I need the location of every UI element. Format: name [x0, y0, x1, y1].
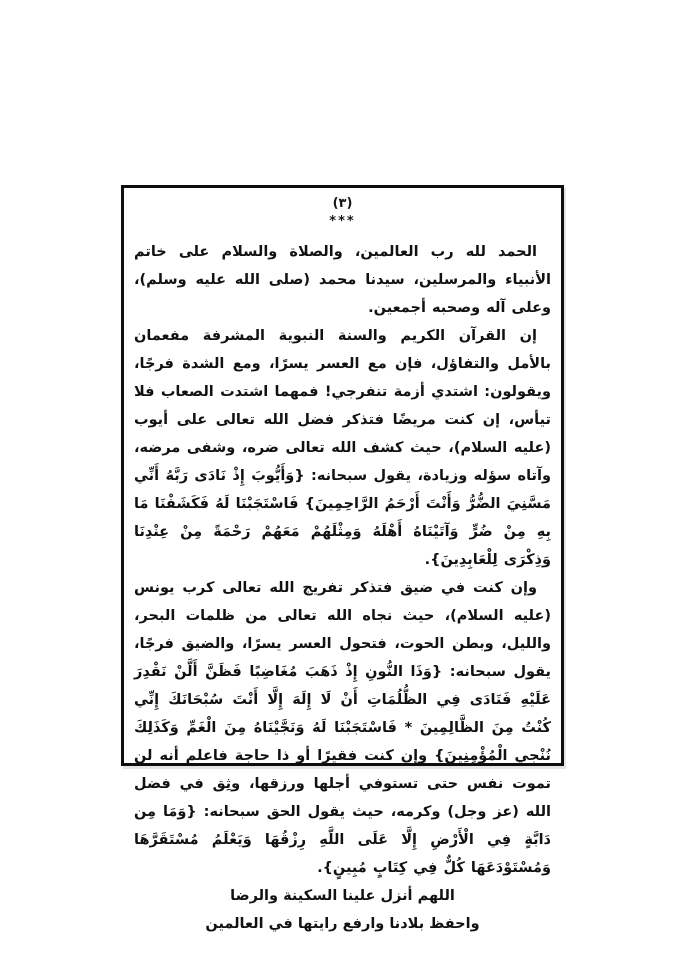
separator-stars: *** — [329, 214, 356, 229]
dua-line-bilad: واحفظ بلادنا وارفع رايتها في العالمين — [205, 916, 480, 932]
dua-line-sakina: اللهم أنزل علينا السكينة والرضا — [230, 888, 455, 904]
paragraph-quran-hope-ayyub: إن القرآن الكريم والسنة النبوية المشرفة مفعمان بالأمل والتفاؤل، فإن مع العسر يسرًا، ومع الشدة فرجًا، ويقولون: اشتدي أزمة تنفرجي! فمهما اشتدت الصعاب فلا تيأس، إن كنت مريضًا فتذكر فضل الله تعالى على أيوب (عليه السلام)، حيث كشف الله تعالى ضره، وشفى مرضه، وآتاه سؤله وزيادة، يقول سبحانه: {وَأَيُّوبَ إِذْ نَادَى رَبَّهُ أَنِّي مَسَّنِيَ الضُّرُّ وَأَنْتَ أَرْحَمُ الرَّاحِمِينَ} فَاسْتَجَبْنَا لَهُ فَكَشَفْنَا مَا بِهِ مِنْ ضُرٍّ وَآتَيْنَاهُ أَهْلَهُ وَمِثْلَهُمْ مَعَهُمْ رَحْمَةً مِنْ عِنْدِنَا وَذِكْرَى لِلْعَابِدِينَ}. — [134, 328, 551, 568]
page-number: (٣) — [332, 196, 353, 211]
page-frame — [121, 185, 564, 932]
paragraph-opening-hamd: الحمد لله رب العالمين، والصلاة والسلام على خاتم الأنبياء والمرسلين، سيدنا محمد (صلى الله عليه وسلم)، وعلى آله وصحبه أجمعين. — [134, 244, 551, 316]
paragraph-yunus-rizq: وإن كنت في ضيق فتذكر تفريج الله تعالى كرب يونس (عليه السلام)، حيث نجاه الله تعالى من ظلمات البحر، والليل، وبطن الحوت، فتحول العسر يسرًا، والضيق فرجًا، يقول سبحانه: {وَذَا النُّونِ إِذْ ذَهَبَ مُغَاضِبًا فَظَنَّ أَلَّنْ نَقْدِرَ عَلَيْهِ فَنَادَى فِي الظُّلُمَاتِ أَنْ لَا إِلَهَ إِلَّا أَنْتَ سُبْحَانَكَ إِنِّي كُنْتُ مِنَ الظَّالِمِينَ * فَاسْتَجَبْنَا لَهُ وَنَجَّيْنَاهُ مِنَ الْغَمِّ وَكَذَلِكَ نُنْجِي الْمُؤْمِنِينَ} وإن كنت فقيرًا أو ذا حاجة فاعلم أنه لن تموت نفس حتى تستوفي أجلها ورزقها، وثِق في فضل الله (عز وجل) وكرمه، حيث يقول الحق سبحانه: {وَمَا مِن دَابَّةٍ فِي الْأَرْضِ إِلَّا عَلَى اللَّهِ رِزْقُهَا وَيَعْلَمُ مُسْتَقَرَّهَا وَمُسْتَوْدَعَهَا كُلٌّ فِي كِتَابٍ مُبِينٍ}. — [134, 580, 551, 876]
